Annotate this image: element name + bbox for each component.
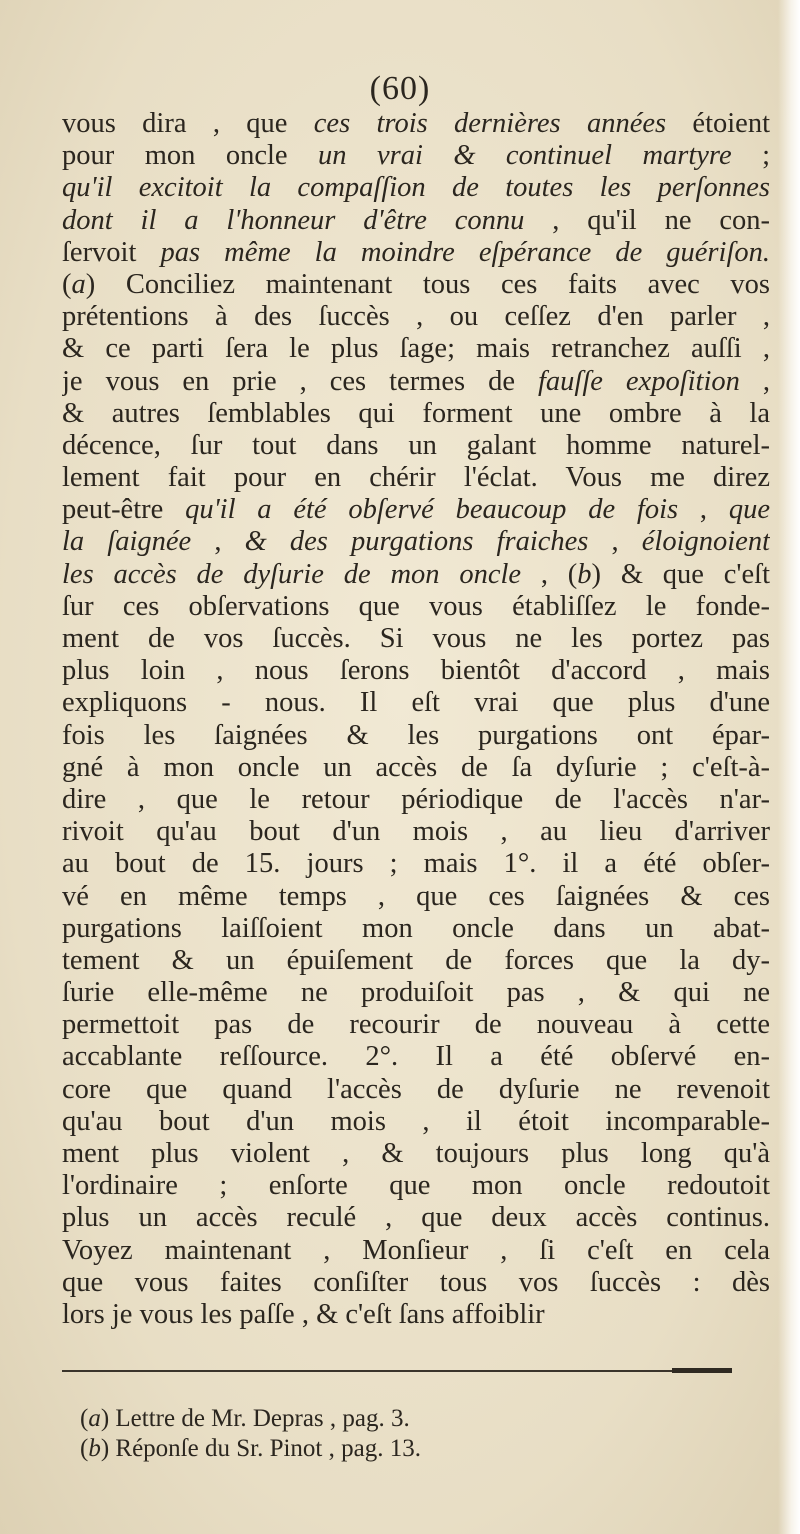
text-line: les accès de dyſurie de mon oncle , (b) & que c'eſt <box>62 558 770 590</box>
text-line: core que quand l'accès de dyſurie ne revenoit <box>62 1073 770 1105</box>
page-edge <box>778 0 800 1534</box>
text-line: prétentions à des ſuccès , ou ceſſez d'en parler , <box>62 301 770 333</box>
text-line: ment plus violent , & toujours plus long qu'à <box>62 1138 770 1169</box>
footnote: (b) Réponſe du Sr. Pinot , pag. 13. <box>80 1435 421 1462</box>
text-line: dont il a l'honneur d'être connu , qu'il ne con- <box>62 204 770 236</box>
footnote: (a) Lettre de Mr. Depras , pag. 3. <box>80 1405 410 1432</box>
text-line: qu'il excitoit la compaſſion de toutes les perſonnes <box>62 172 770 204</box>
text-line: plus loin , nous ſerons bientôt d'accord , mais <box>62 655 770 687</box>
footnote-rule <box>62 1370 732 1372</box>
text-line: permettoit pas de recourir de nouveau à cette <box>62 1009 770 1041</box>
text-line: ment de vos ſuccès. Si vous ne les portez pas <box>62 623 770 654</box>
text-line: peut-être qu'il a été obſervé beaucoup de fois , que <box>62 494 770 526</box>
text-line: tement & un épuiſement de forces que la dy- <box>62 944 770 976</box>
text-line: ſervoit pas même la moindre eſpérance de guériſon. <box>62 236 770 268</box>
text-line: pour mon oncle un vrai & continuel martyre ; <box>62 140 770 172</box>
text-line: expliquons - nous. Il eſt vrai que plus d'une <box>62 687 770 719</box>
body-text <box>62 108 770 1331</box>
text-line: qu'au bout d'un mois , il étoit incomparable- <box>62 1105 770 1137</box>
footnotes <box>80 1404 720 1464</box>
text-line: (a) Conciliez maintenant tous ces faits avec vos <box>62 268 770 300</box>
text-line: décence, ſur tout dans un galant homme naturel- <box>62 429 770 461</box>
text-line: lement fait pour en chérir l'éclat. Vous me direz <box>62 462 770 494</box>
text-line: accablante reſſource. 2°. Il a été obſervé en- <box>62 1041 770 1073</box>
text-line: lors je vous les paſſe , & c'eſt ſans affoiblir <box>62 1298 545 1330</box>
text-line: dire , que le retour périodique de l'accès n'ar- <box>62 783 770 815</box>
text-line: que vous faites conſiſter tous vos ſuccès : dès <box>62 1266 770 1298</box>
text-line: ſur ces obſervations que vous établiſſez le fonde- <box>62 590 770 622</box>
text-line: la ſaignée , & des purgations fraiches , éloignoient <box>62 526 770 558</box>
page-number: (60) <box>369 70 431 107</box>
text-line: & autres ſemblables qui forment une ombre à la <box>62 397 770 429</box>
text-line: fois les ſaignées & les purgations ont épar- <box>62 719 770 751</box>
text-line: plus un accès reculé , que deux accès continus. <box>62 1202 770 1234</box>
text-line: gné à mon oncle un accès de ſa dyſurie ; c'eſt-à- <box>62 751 770 783</box>
text-line: Voyez maintenant , Monſieur , ſi c'eſt en cela <box>62 1234 770 1266</box>
text-line: & ce parti ſera le plus ſage; mais retranchez auſſi , <box>62 333 770 365</box>
text-line: vous dira , que ces trois dernières années étoient <box>62 108 770 139</box>
text-line: au bout de 15. jours ; mais 1°. il a été obſer- <box>62 848 770 880</box>
text-line: vé en même temps , que ces ſaignées & ces <box>62 880 770 912</box>
text-line: ſurie elle-même ne produiſoit pas , & qui ne <box>62 977 770 1009</box>
text-line: rivoit qu'au bout d'un mois , au lieu d'arriver <box>62 816 770 848</box>
text-line: purgations laiſſoient mon oncle dans un abat- <box>62 912 770 944</box>
text-line: je vous en prie , ces termes de fauſſe expoſition , <box>62 365 770 397</box>
text-line: l'ordinaire ; enſorte que mon oncle redoutoit <box>62 1170 770 1202</box>
